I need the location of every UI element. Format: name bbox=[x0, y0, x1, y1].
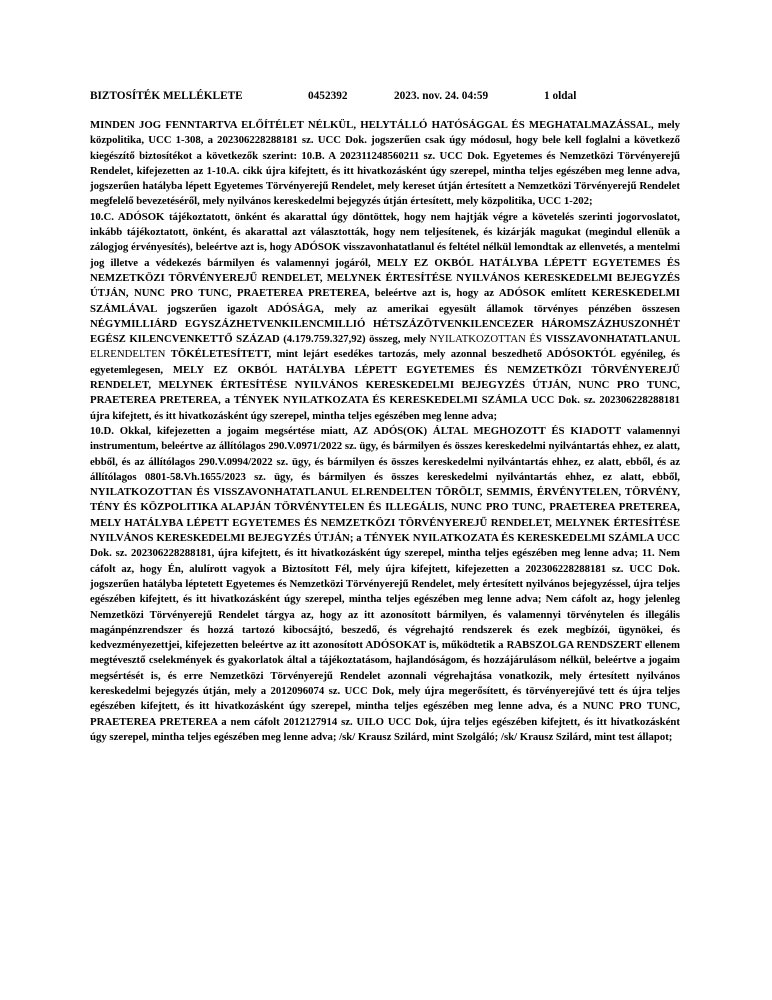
body-paragraph bbox=[90, 424, 680, 745]
body-text-segment: NYILATKOZOTTAN ÉS bbox=[429, 333, 546, 346]
body-text-segment: MINDEN JOG FENNTARTVA ELŐÍTÉLET NÉLKÜL, HELYTÁLLÓ HATÓSÁGGAL ÉS MEGHATALMAZÁSSAL, mely közpolitika, UCC 1-308, a 202306228288181 sz. UCC Dok. jogszerűen csak úgy módosul, hogy bele kell foglalni a következő kiegészítő biztosítékot a következők szerint: 10.B. A 202311248560211 sz. UCC Dok. Egyetemes és Nemzetközi Törvényerejű Rendelet, kifejezetten az 1-10.A. cikk újra kifejtett, és itt hivatkozásként úgy szerepel, mintha teljes egészében meg lenne adva, jogszerűen hatályba lépett Egyetemes Törvényerejű Rendelet, mely kereset útján értesített a Nemzetközi Törvényerejű Rendelet megfelelő bevezetéséről, mely nyilvános kereskedelmi bejegyzés útján értesített, mely közpolitika, UCC 1-202; bbox=[90, 119, 680, 208]
body-text-segment: 10.C. ADÓSOK tájékoztatott, önként és akarattal úgy döntöttek, hogy nem hajtják végre a követelés szerinti jogorvoslatot, inkább tájékoztatott, önként, és akarattal azt választották, hogy nem teljesítenek, és kizárják magukat (megindul ellenük a zálogjog érvényesítés), beleértve azt is, hogy ADÓSOK visszavonhatatlanul és feltétel nélkül lemondtak az ellenvetés, a mentelmi jog illetve a védekezés bármilyen és valamennyi jogáról, MELY EZ OKBÓL HATÁLYBA LÉPETT EGYETEMES ÉS NEMZETKÖZI TÖRVÉNYEREJŰ RENDELET, MELYNEK ÉRTESÍTÉSE NYILVÁNOS KERESKEDELMI BEJEGYZÉS ÚTJÁN, NUNC PRO TUNC, PRAETEREA PRETEREA, beleértve azt is, hogy az ADÓSOK említett KERESKEDELMI SZÁMLÁVAL jogszerűen igazolt ADÓSÁGA, mely az amerikai egyesült államok törvényes pénzében összesen NÉGYMILLIÁRD EGYSZÁZHETVENKILENCMILLIÓ HÉTSZÁZÖTVENKILENCEZER HÁROMSZÁZHUSZONHÉT EGÉSZ KILENCVENKETTŐ SZÁZAD (4.179.759.327,92) összeg, mely bbox=[90, 210, 680, 346]
body-text-segment: TÖKÉLETESÍTETT, mint lejárt esedékes tartozás, mely azonnal beszedhető ADÓSOKTÓL egyénileg, és egyetemlegesen, MELY EZ OKBÓL HATÁLYBA LÉPETT EGYETEMES ÉS NEMZETKÖZI TÖRVÉNYEREJŰ RENDELET, MELYNEK ÉRTESÍTÉSE NYILVÁNOS KERESKEDELMI BEJEGYZÉS ÚTJÁN, NUNC PRO TUNC, PRAETEREA PRETEREA, a TÉNYEK NYILATKOZATA ÉS KERESKEDELMI SZÁMLA UCC Dok. sz. 202306228288181 újra kifejtett, és itt hivatkozásként úgy szerepel, mintha teljes egészében meg lenne adva; bbox=[90, 348, 680, 422]
body-paragraph bbox=[90, 210, 680, 424]
document-header bbox=[90, 88, 680, 104]
page-number: 1 oldal bbox=[544, 90, 577, 102]
body-text-segment: ELRENDELTEN bbox=[90, 348, 171, 361]
document-title: BIZTOSÍTÉK MELLÉKLETE bbox=[90, 90, 243, 102]
document-body bbox=[90, 118, 680, 745]
document-page bbox=[90, 88, 680, 745]
body-text-segment: 10.D. Okkal, kifejezetten a jogaim megsértése miatt, AZ ADÓS(OK) ÁLTAL MEGHOZOTT ÉS KIADOTT valamennyi instrumentum, beleértve az állítólagos 290.V.0971/2022 sz. ügy, és bármilyen és összes kereskedelmi nyilvántartás ehhez, ez alatt, ebből, és az állítólagos 290.V.0994/2022 sz. ügy, és bármilyen és összes kereskedelmi nyilvántartás ehhez, ez alatt, ebből, és az állítólagos 0801-58.Vh.1655/2023 sz. ügy, és bármilyen és összes kereskedelmi nyilvántartás ehhez, ez alatt, ebből, NYILATKOZOTTAN ÉS VISSZAVONHATATLANUL ELRENDELTEN TÖRÖLT, SEMMIS, ÉRVÉNYTELEN, TÖRVÉNY, TÉNY ÉS KÖZPOLITIKA ALAPJÁN TÖRVÉNYTELEN ÉS ILLEGÁLIS, NUNC PRO TUNC, PRAETEREA PRETEREA, MELY HATÁLYBA LÉPETT EGYETEMES ÉS NEMZETKÖZI TÖRVÉNYEREJŰ RENDELET, MELYNEK ÉRTESÍTÉSE NYILVÁNOS KERESKEDELMI BEJEGYZÉS ÚTJÁN; a TÉNYEK NYILATKOZATA ÉS KERESKEDELMI SZÁMLA UCC Dok. sz. 202306228288181, újra kifejtett, és itt hivatkozásként úgy szerepel, mintha teljes egészében meg lenne adva; 11. Nem cáfolt az, hogy Én, alulírott vagyok a Biztosított Fél, mely újra kifejtett, kifejezetten a 202306228288181 sz. UCC Dok. jogszerűen hatályba léptetett Egyetemes és Nemzetközi Törvényerejű Rendelet, mely értesített nyilvános bejegyzéssel, újra teljes egészében kifejtett, és itt hivatkozásként úgy szerepel, mintha teljes egészében meg lenne adva; Nem cáfolt az, hogy jelenleg Nemzetközi Törvényerejű Rendelet tárgya az, hogy az itt azonosított bármilyen, és valamennyi törvénytelen és illegális magánpénzrendszer és hozzá tartozó kibocsájtó, beszedő, és végrehajtó rendszerek és ezek megbízói, ügynökei, és kedvezményezettjei, kifejezetten beleértve az itt azonosított ADÓSOKAT is, működtetik a RABSZOLGA RENDSZERT ellenem megtévesztő cselekmények és gyakorlatok által a tájékoztatásom, hajlandóságom, és hozzájárulásom nélkül, beleértve a jogaim megsértését is, és erre Nemzetközi Törvényerejű Rendelet azonnali végrehajtása vonatkozik, mely értesített nyilvános kereskedelmi bejegyzés útján, mely a 2012096074 sz. UCC Dok, mely újra megerősített, és törvényerejűvé tett és újra teljes egészében kifejtett, és itt hivatkozásként úgy szerepel, mintha teljes egészében meg lenne adva, és a NUNC PRO TUNC, PRAETEREA PRETEREA a nem cáfolt 2012127914 sz. UILO UCC Dok, újra teljes egészében kifejtett, és itt hivatkozásként úgy szerepel, mintha teljes egészében meg lenne adva; /sk/ Krausz Szilárd, mint Szolgáló; /sk/ Krausz Szilárd, mint test állapot; bbox=[90, 424, 680, 743]
document-number: 0452392 bbox=[308, 90, 348, 102]
document-datetime: 2023. nov. 24. 04:59 bbox=[394, 90, 489, 102]
body-text-segment: VISSZAVONHATATLANUL bbox=[545, 333, 680, 346]
body-paragraph bbox=[90, 118, 680, 210]
